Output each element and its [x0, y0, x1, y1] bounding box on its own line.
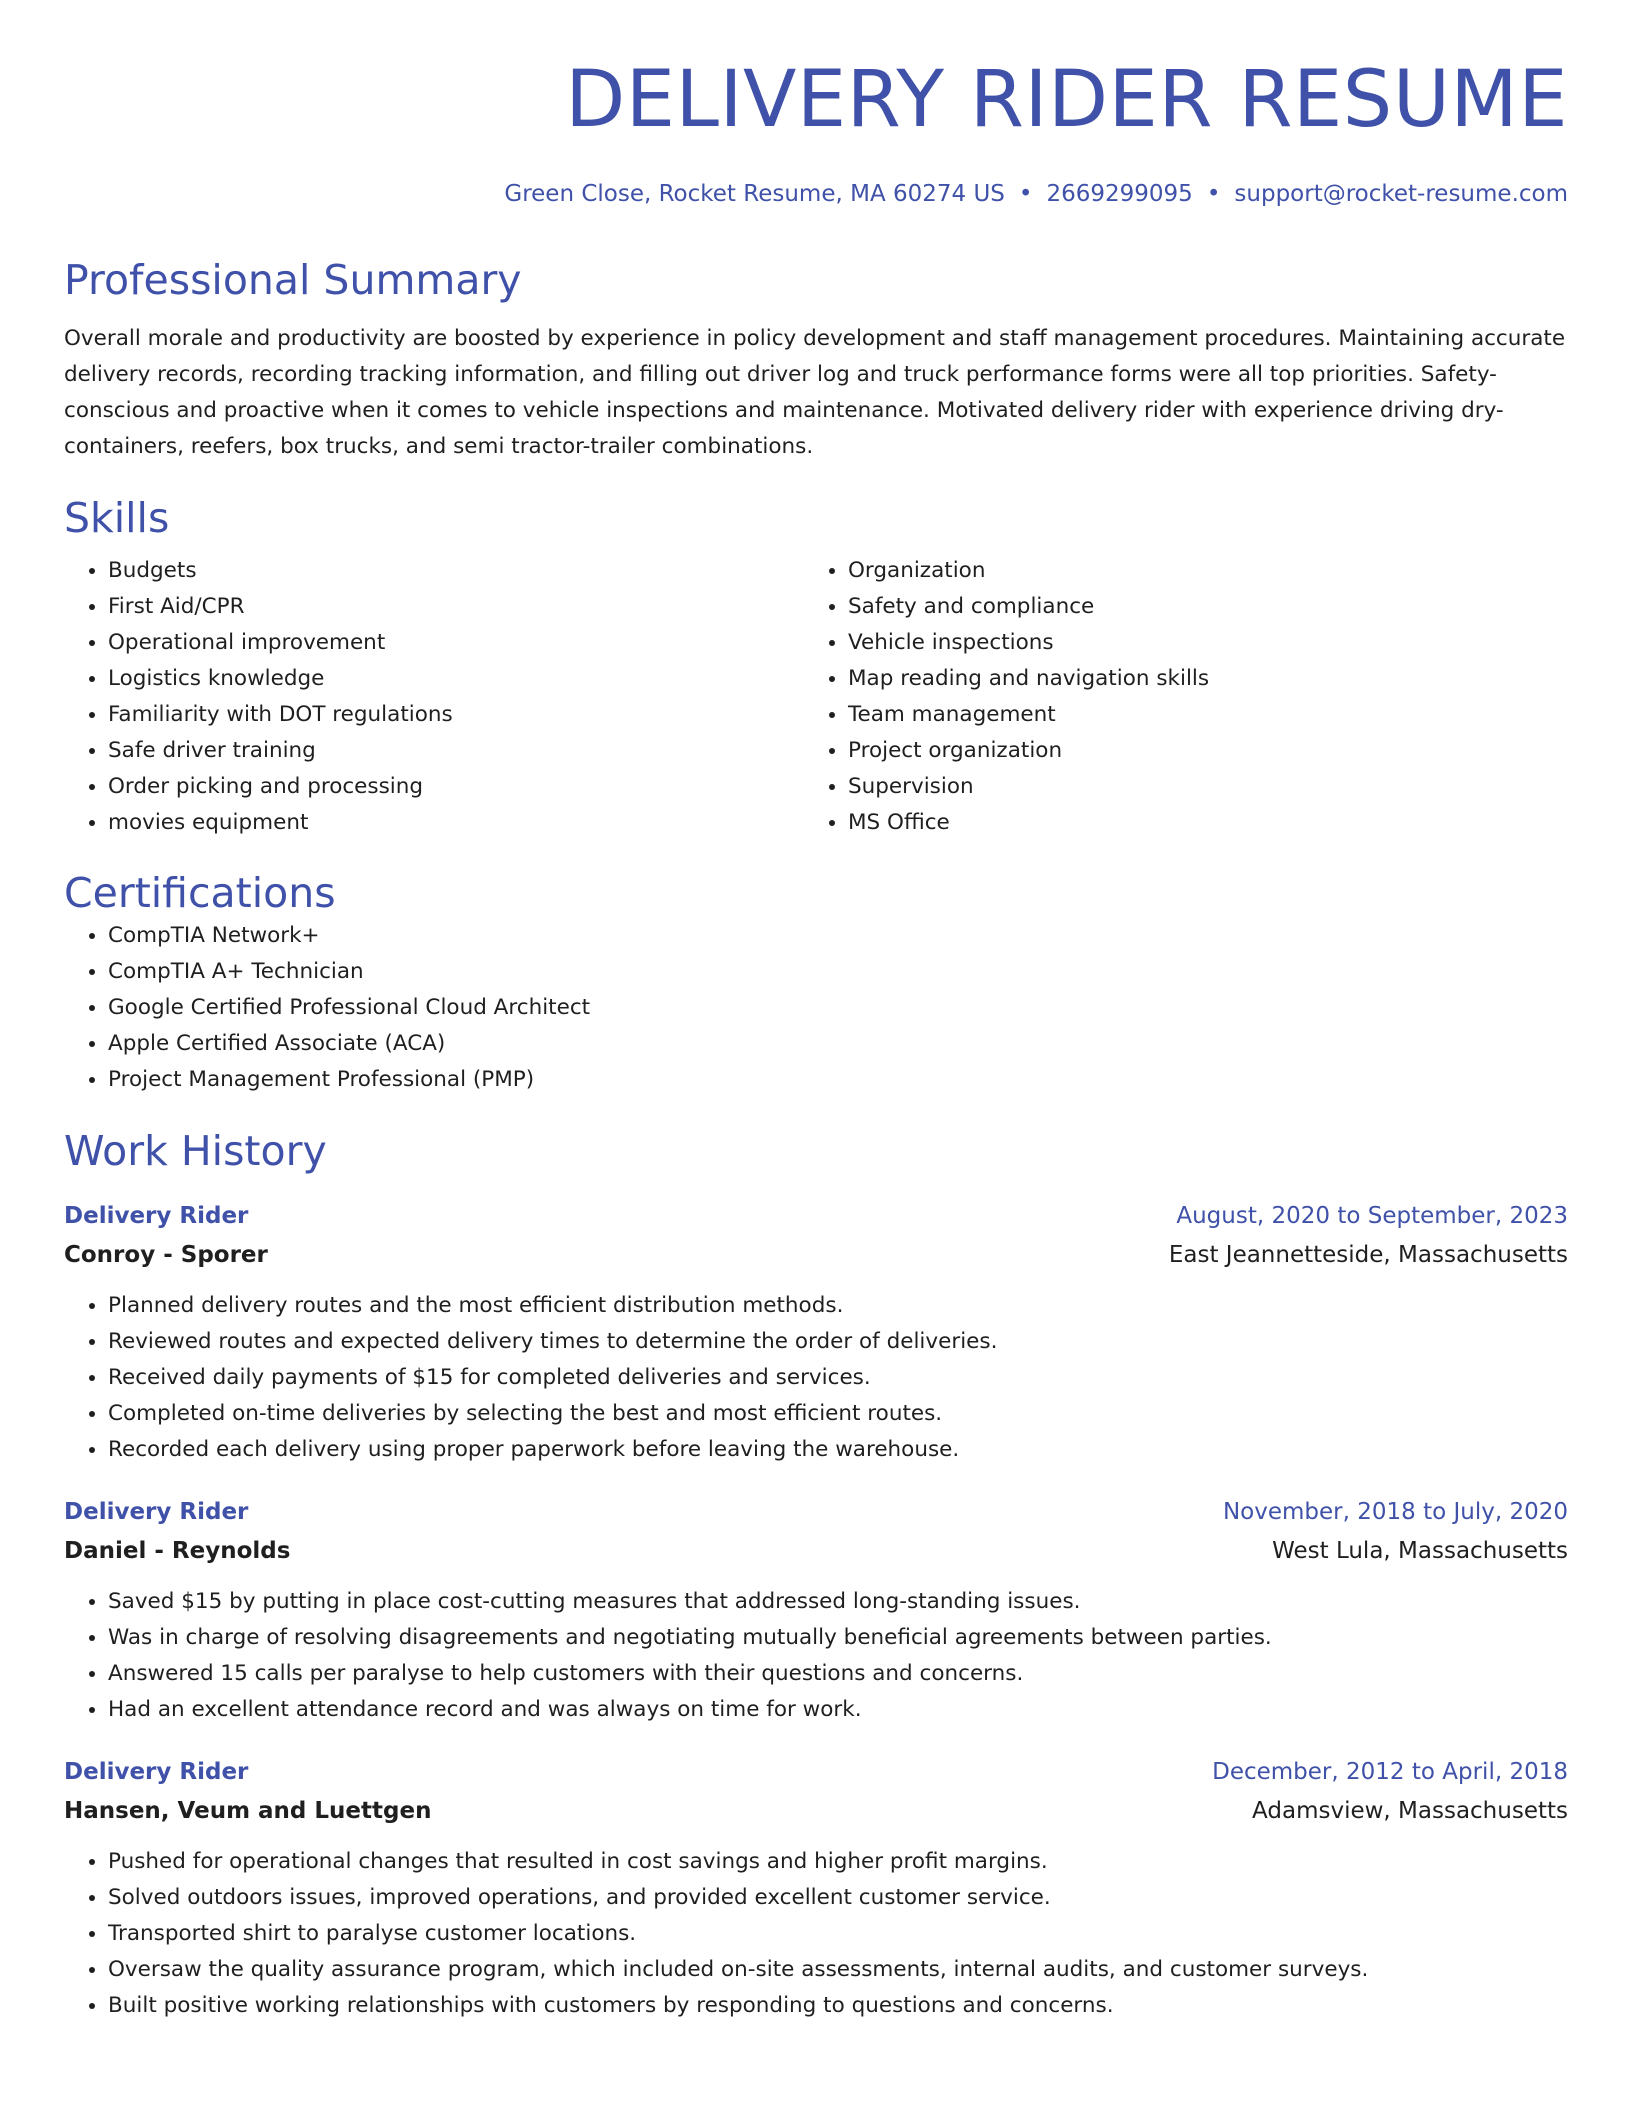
job-bullet: • Answered 15 calls per paralyse to help customers with their questions and concerns.	[108, 1656, 1568, 1692]
job-bullet: • Transported shirt to paralyse customer locations.	[108, 1916, 1568, 1952]
certification-item: • Apple Certified Associate (ACA)	[108, 1026, 1568, 1062]
job-bullets	[64, 1584, 1568, 1728]
contact-separator: •	[1018, 181, 1033, 207]
contact-email: support@rocket-resume.com	[1234, 181, 1568, 207]
job-role: Delivery Rider	[64, 1499, 249, 1525]
job-dates: December, 2012 to April, 2018	[1212, 1759, 1568, 1785]
job-bullet: • Oversaw the quality assurance program, which included on-site assessments, internal audits, and customer surveys.	[108, 1952, 1568, 1988]
skill-item: • First Aid/CPR	[108, 589, 804, 625]
skill-item: • movies equipment	[108, 805, 804, 841]
job-entry	[64, 1752, 1568, 2024]
job-entry	[64, 1492, 1568, 1728]
job-location: West Lula, Massachusetts	[1272, 1538, 1568, 1564]
resume-header	[64, 52, 1568, 210]
skills-column-left	[64, 553, 804, 841]
skills-column-right	[804, 553, 1544, 841]
summary-text: Overall morale and productivity are boosted by experience in policy development and staff management procedures. Maintaining accurate delivery records, recording tracking information, and filling out driver log and truck performance forms were all top priorities. Safety-conscious and proactive when it comes to vehicle inspections and maintenance. Motivated delivery rider with experience driving dry-containers, reefers, box trucks, and semi tractor-trailer combinations.	[64, 326, 1566, 459]
certification-item: • CompTIA A+ Technician	[108, 954, 1568, 990]
contact-address: Green Close, Rocket Resume, MA 60274 US	[504, 181, 1005, 207]
job-header-row	[64, 1196, 1568, 1236]
job-company-row	[64, 1236, 1568, 1274]
job-bullet: • Completed on-time deliveries by selecting the best and most efficient routes.	[108, 1396, 1568, 1432]
job-location: East Jeannetteside, Massachusetts	[1168, 1242, 1568, 1268]
skill-item: • Logistics knowledge	[108, 661, 804, 697]
job-bullet: • Pushed for operational changes that resulted in cost savings and higher profit margins.	[108, 1844, 1568, 1880]
job-header-row	[64, 1492, 1568, 1532]
job-header-row	[64, 1752, 1568, 1792]
job-bullet: • Solved outdoors issues, improved operations, and provided excellent customer service.	[108, 1880, 1568, 1916]
skills-list-left	[64, 553, 804, 841]
job-bullet: • Recorded each delivery using proper paperwork before leaving the warehouse.	[108, 1432, 1568, 1468]
resume-title: DELIVERY RIDER RESUME	[565, 55, 1568, 145]
job-role: Delivery Rider	[64, 1759, 249, 1785]
job-bullet: • Saved $15 by putting in place cost-cutting measures that addressed long-standing issues.	[108, 1584, 1568, 1620]
contact-line	[64, 178, 1568, 210]
job-company-row	[64, 1532, 1568, 1570]
job-company: Daniel - Reynolds	[64, 1538, 291, 1564]
skill-item: • Organization	[848, 553, 1544, 589]
job-bullet: • Received daily payments of $15 for completed deliveries and services.	[108, 1360, 1568, 1396]
skill-item: • Project organization	[848, 733, 1544, 769]
skill-item: • Safe driver training	[108, 733, 804, 769]
skill-item: • Vehicle inspections	[848, 625, 1544, 661]
skill-item: • Budgets	[108, 553, 804, 589]
job-bullet: • Planned delivery routes and the most efficient distribution methods.	[108, 1288, 1568, 1324]
skill-item: • Map reading and navigation skills	[848, 661, 1544, 697]
skills-list-right	[804, 553, 1544, 841]
skill-item: • Team management	[848, 697, 1544, 733]
skill-item: • Supervision	[848, 769, 1544, 805]
skill-item: • MS Office	[848, 805, 1544, 841]
skill-item: • Operational improvement	[108, 625, 804, 661]
summary-heading: Professional Summary	[64, 256, 522, 304]
skills-columns	[64, 553, 1568, 841]
job-bullet: • Had an excellent attendance record and was always on time for work.	[108, 1692, 1568, 1728]
job-bullets	[64, 1288, 1568, 1468]
certification-item: • Project Management Professional (PMP)	[108, 1062, 1568, 1098]
job-bullet: • Reviewed routes and expected delivery times to determine the order of deliveries.	[108, 1324, 1568, 1360]
certifications-heading: Certifications	[64, 869, 336, 917]
job-entry	[64, 1196, 1568, 1468]
job-dates: August, 2020 to September, 2023	[1176, 1203, 1568, 1229]
job-role: Delivery Rider	[64, 1203, 249, 1229]
skill-item: • Order picking and processing	[108, 769, 804, 805]
job-bullets	[64, 1844, 1568, 2024]
job-location: Adamsview, Massachusetts	[1252, 1798, 1568, 1824]
skills-heading: Skills	[64, 494, 170, 542]
contact-separator: •	[1206, 181, 1221, 207]
work-history-heading: Work History	[64, 1127, 327, 1175]
job-dates: November, 2018 to July, 2020	[1222, 1499, 1568, 1525]
certification-item: • Google Certified Professional Cloud Architect	[108, 990, 1568, 1026]
job-company-row	[64, 1792, 1568, 1830]
certification-item: • CompTIA Network+	[108, 918, 1568, 954]
certifications-list	[64, 918, 1568, 1098]
skill-item: • Safety and compliance	[848, 589, 1544, 625]
contact-phone: 2669299095	[1046, 181, 1193, 207]
skill-item: • Familiarity with DOT regulations	[108, 697, 804, 733]
job-bullet: • Was in charge of resolving disagreements and negotiating mutually beneficial agreements between parties.	[108, 1620, 1568, 1656]
job-company: Conroy - Sporer	[64, 1242, 268, 1268]
job-company: Hansen, Veum and Luettgen	[64, 1798, 432, 1824]
job-bullet: • Built positive working relationships with customers by responding to questions and concerns.	[108, 1988, 1568, 2024]
